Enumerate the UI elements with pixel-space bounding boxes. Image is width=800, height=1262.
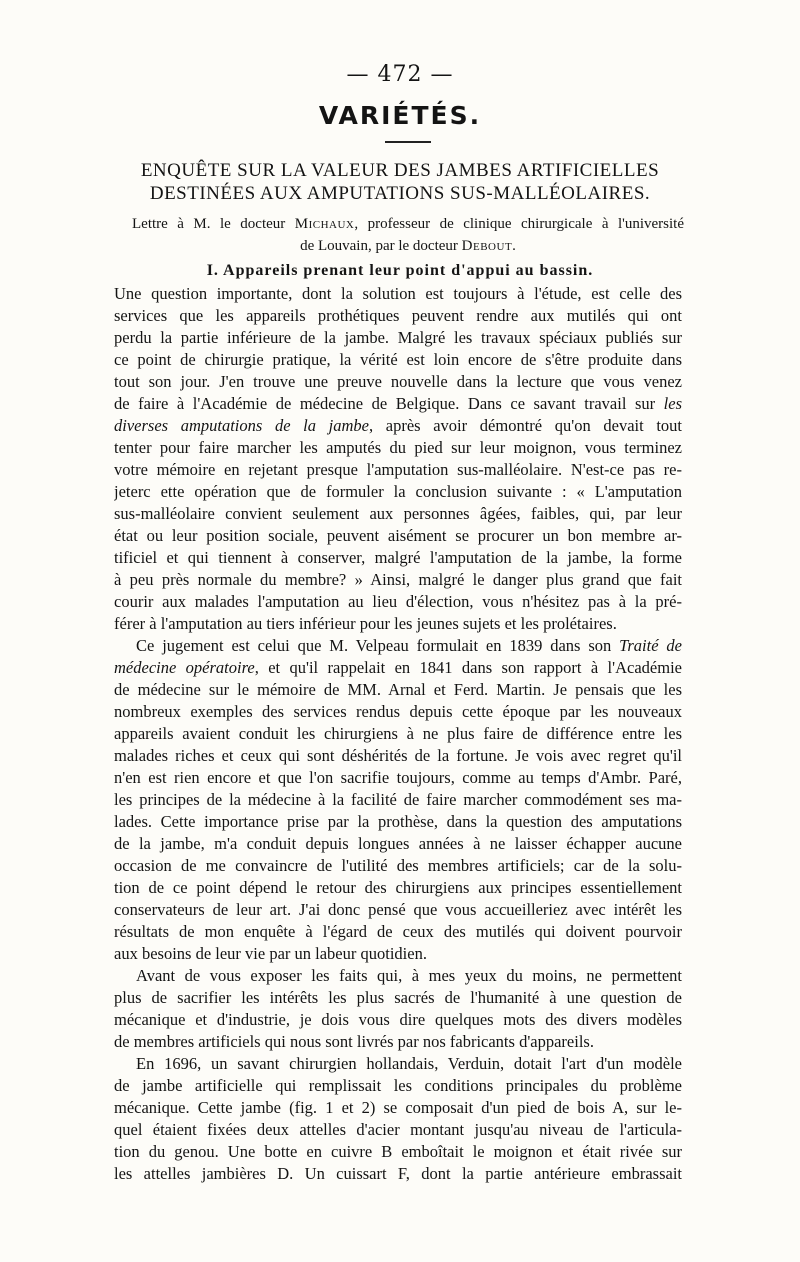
line-text: services que les appareils prothétiques peuvent rendre aux mutilés qui ont [114,306,682,325]
text-line [114,1053,682,1075]
text-line [114,591,682,613]
line-text: plus de sacrifier les intérêts les plus sacrés de l'humanité à une question de [114,988,682,1007]
text-line [114,393,682,415]
text-line [114,723,682,745]
text-line [114,1141,682,1163]
text-line [114,569,682,591]
text-line [114,833,682,855]
italic-text: diverses amputations de la jambe [114,416,369,435]
line-text: de jambe artificielle qui remplissait les conditions principales du problème [114,1076,682,1095]
text-line [114,1119,682,1141]
page-number: — 472 — [346,62,454,87]
section-heading: VARIÉTÉS. [318,101,482,130]
line-text: tion de ce point dépend le retour des chirurgiens aux principes essentiellement [114,878,682,897]
line-text: conservateurs de leur art. J'ai donc pensé que vous accueilleriez avec intérêt les [114,900,682,919]
text-line [114,965,682,987]
italic-text: les [663,394,682,413]
italic-text: Traité de [619,636,682,655]
text-line [114,327,682,349]
line-text: mécanique. Cette jambe (fig. 1 et 2) se composait d'un pied de bois A, sur le- [114,1098,682,1117]
line-text: malades riches et ceux qui sont déshérités de la fortune. Je vois avec regret qu'il [114,746,682,765]
line-text: mécanique et d'industrie, je dois vous dire quelques mots des divers modèles [114,1010,682,1029]
line-text: les attelles jambières D. Un cuissart F, dont la partie antérieure embrassait [114,1164,682,1183]
italic-text: médecine opératoire [114,658,255,677]
line-text: Une question importante, dont la solution est toujours à l'étude, est celle des [114,284,682,303]
text-line [114,1163,682,1185]
line-text: tificiel et qui tiennent à conserver, malgré l'amputation de la jambe, la forme [114,548,682,567]
line-text: les principes de la médecine à la facilité de faire marcher commodément ses ma- [114,790,682,809]
text-line [114,481,682,503]
line-text: En 1696, un savant chirurgien hollandais, Verduin, dotait l'art d'un modèle [136,1054,682,1073]
letter-address-text: de Louvain, par le docteur [300,238,458,254]
text-line [114,657,682,679]
line-text: appareils avaient conduit les chirurgiens à ne plus faire de différence entre les [114,724,682,743]
text-line [114,987,682,1009]
article-title-line-2: DESTINÉES AUX AMPUTATIONS SUS-MALLÉOLAIRES. [149,183,651,204]
line-text: tout son jour. J'en trouve une preuve nouvelle dans la lecture que vous venez [114,372,682,391]
text-line [114,305,682,327]
line-text: nombreux exemples des services rendus depuis cette époque par les nouveaux [114,702,682,721]
text-line [114,1031,682,1053]
text-line [114,349,682,371]
text-line [114,1075,682,1097]
letter-address-line-1 [132,216,684,233]
line-text: jeterc ette opération que de formuler la conclusion suivante : « L'amputation [114,482,682,501]
line-text: de membres artificiels qui nous sont livrés par nos fabricants d'appareils. [114,1032,594,1051]
line-text: courir aux malades l'amputation au lieu d'élection, vous n'hésitez pas à la pré- [114,592,682,611]
line-text: ce point de chirurgie pratique, la vérité est loin encore de s'être produite dans [114,350,682,369]
line-text: résultats de mon enquête à l'égard de ceux des mutilés qui doivent pourvoir [114,922,682,941]
line-text: quel étaient fixées deux attelles d'acier montant jusqu'au niveau de l'articula- [114,1120,682,1139]
line-text: Avant de vous exposer les faits qui, à mes yeux du moins, ne permettent [136,966,682,985]
text-line [114,855,682,877]
line-text: tion du genou. Une botte en cuivre B emboîtait le moignon et était rivée sur [114,1142,682,1161]
body-text [114,283,682,1185]
subsection-heading: I. Appareils prenant leur point d'appui au bassin. [206,262,594,279]
text-line [114,547,682,569]
text-line [114,371,682,393]
text-line [114,811,682,833]
line-text: votre mémoire en rejetant presque l'amputation sus-malléolaire. N'est-ce pas re- [114,460,682,479]
line-text: occasion de me convaincre de l'utilité des membres artificiels; car de la solu- [114,856,682,875]
text-line [114,459,682,481]
text-line [114,525,682,547]
letter-address-text: Lettre à M. le docteur [132,216,286,232]
author-name-debout: Debout [461,238,513,254]
letter-address-line-2 [132,238,684,255]
line-text: férer à l'amputation au tiers inférieur pour les jeunes sujets et les prolétaires. [114,614,617,633]
text-line [114,1097,682,1119]
text-line [114,503,682,525]
line-text: de faire à l'Académie de médecine de Belgique. Dans ce savant travail sur [114,394,656,413]
line-text: état ou leur position sociale, peuvent aisément se procurer un bon membre ar- [114,526,682,545]
author-name-michaux: Michaux [294,216,355,232]
line-text: sus-malléolaire convient seulement aux personnes âgées, faibles, qui, par leur [114,504,682,523]
line-text: à peu près normale du membre? » Ainsi, malgré le danger plus grand que fait [114,570,682,589]
line-text: , après avoir démontré qu'on devait tout [369,416,682,435]
text-line [114,283,682,305]
text-line [114,877,682,899]
line-text: de la jambe, m'a conduit depuis longues années à ne laisser échapper aucune [114,834,682,853]
line-text: tenter pour faire marcher les amputés du pied sur leur moignon, vous terminez [114,438,682,457]
text-line [114,437,682,459]
text-line [114,767,682,789]
text-line [114,789,682,811]
text-line [114,899,682,921]
letter-address-text: , professeur de clinique chirurgicale à l'université [354,216,685,232]
text-line [114,679,682,701]
line-text: lades. Cette importance prise par la prothèse, dans la question des amputations [114,812,682,831]
letter-address-text: . [512,238,516,254]
heading-rule [385,141,431,143]
line-text: de médecine sur le mémoire de MM. Arnal et Ferd. Martin. Je pensais que les [114,680,682,699]
line-text: aux besoins de leur vie par un labeur quotidien. [114,944,427,963]
text-line [114,613,682,635]
text-line [114,701,682,723]
article-title-line-1: ENQUÊTE SUR LA VALEUR DES JAMBES ARTIFICIELLES [140,160,660,181]
line-text: n'en est rien encore et que l'on sacrifie toujours, comme au temps d'Ambr. Paré, [114,768,682,787]
text-line [114,635,682,657]
line-text: perdu la partie inférieure de la jambe. Malgré les travaux spéciaux publiés sur [114,328,682,347]
text-line [114,943,682,965]
text-line [114,921,682,943]
line-text: Ce jugement est celui que M. Velpeau formulait en 1839 dans son [136,636,612,655]
text-line [114,745,682,767]
text-line [114,1009,682,1031]
text-line [114,415,682,437]
line-text: , et qu'il rappelait en 1841 dans son rapport à l'Académie [254,658,682,677]
